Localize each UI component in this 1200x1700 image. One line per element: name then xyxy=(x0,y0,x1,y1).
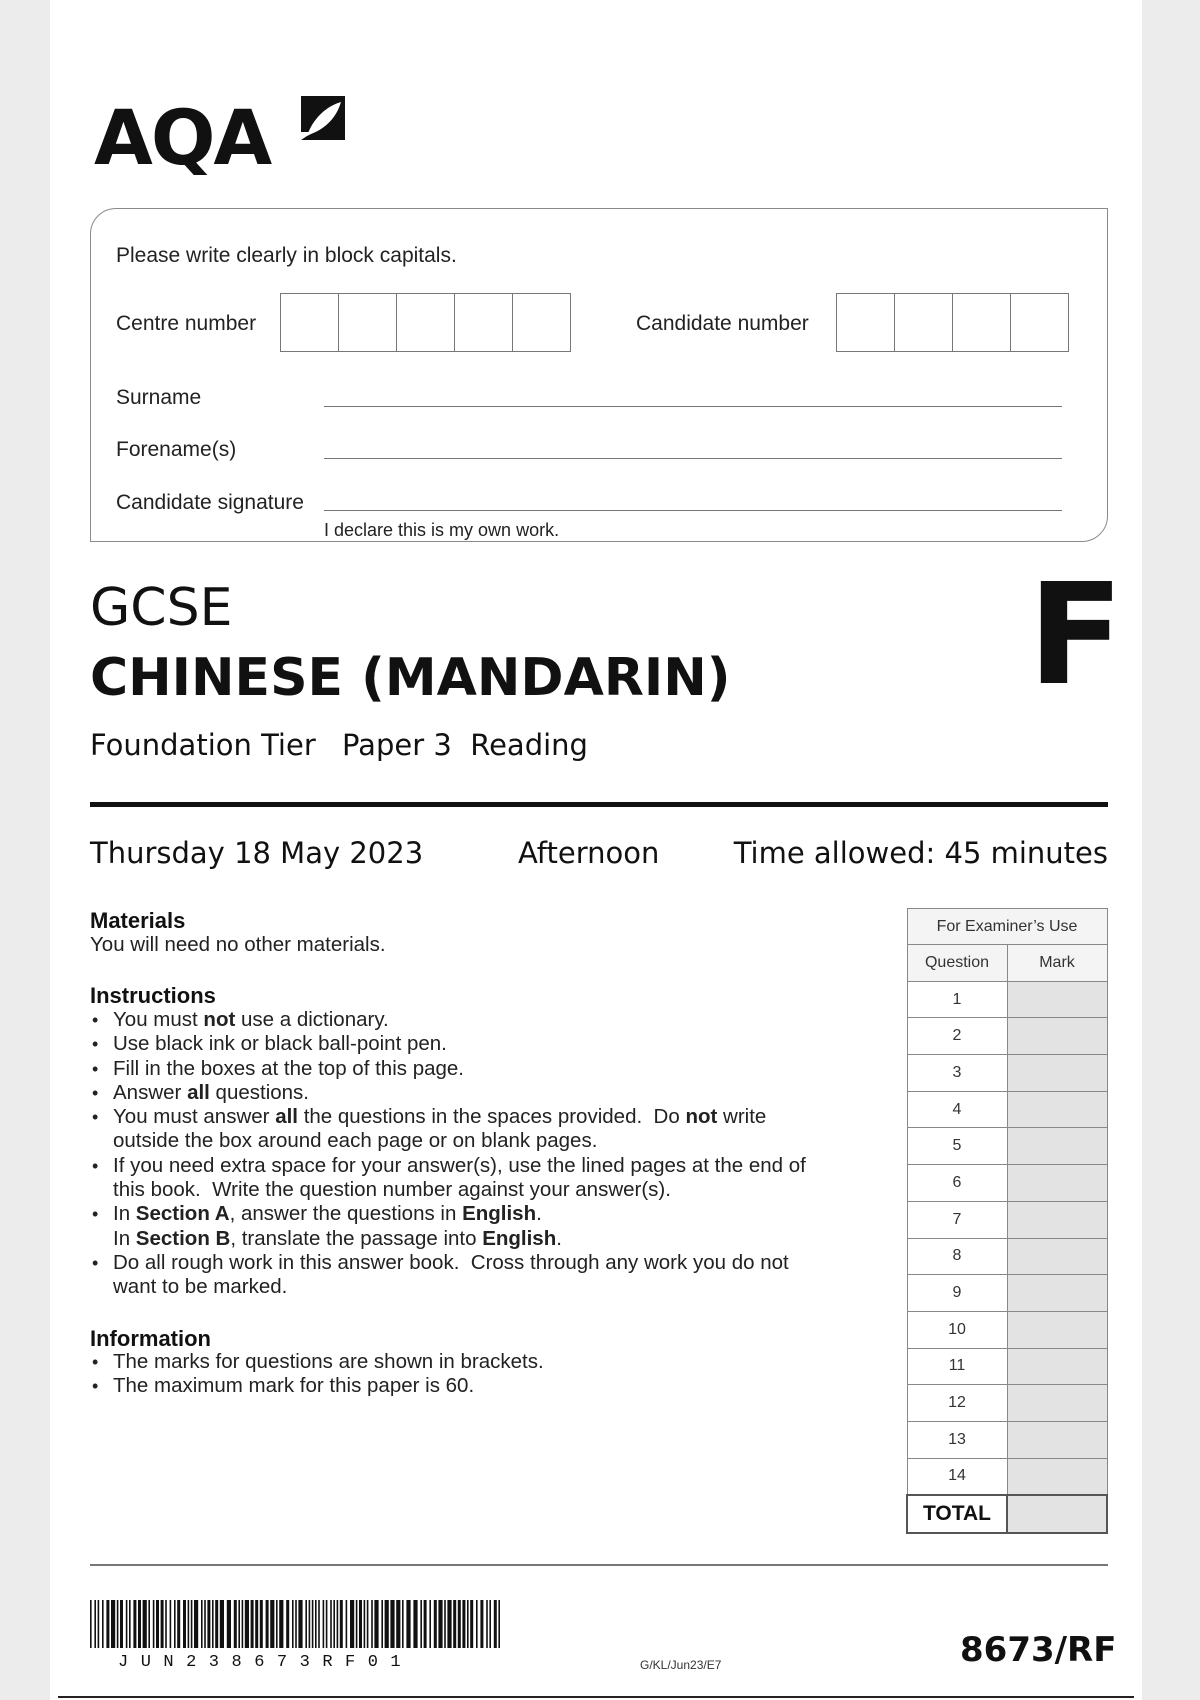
exam-session: Afternoon xyxy=(518,836,660,870)
signature-label: Candidate signature xyxy=(116,491,304,514)
question-column-header: Question xyxy=(907,945,1007,982)
candidate-number-boxes[interactable] xyxy=(836,293,1069,352)
table-row xyxy=(907,1055,1107,1092)
question-number: 9 xyxy=(907,1275,1007,1312)
instruction-item: • Do all rough work in this answer book. Cross through any work you do not want to be marked. xyxy=(90,1251,880,1300)
mark-column-header: Mark xyxy=(1007,945,1107,982)
table-row xyxy=(907,981,1107,1018)
barcode-image xyxy=(90,1600,502,1648)
mark-cell xyxy=(1007,1128,1107,1165)
total-mark-cell xyxy=(1007,1495,1107,1533)
question-number: 4 xyxy=(907,1091,1007,1128)
materials-heading: Materials xyxy=(90,908,186,933)
time-allowed: Time allowed: 45 minutes xyxy=(733,836,1108,870)
question-number: 7 xyxy=(907,1201,1007,1238)
question-number: 10 xyxy=(907,1311,1007,1348)
mark-cell xyxy=(1007,1458,1107,1495)
instruction-item: • You must not use a dictionary. xyxy=(90,1008,880,1032)
table-row xyxy=(907,1421,1107,1458)
instruction-item: • Answer all questions. xyxy=(90,1081,880,1105)
paper-code: 8673/RF xyxy=(960,1630,1117,1670)
declaration-text: I declare this is my own work. xyxy=(324,520,560,540)
instruction-item: • If you need extra space for your answer(s), use the lined pages at the end of this book. Write the question number against your answer(s). xyxy=(90,1154,880,1203)
instruction-item: • Fill in the boxes at the top of this page. xyxy=(90,1057,880,1081)
information-heading: Information xyxy=(90,1326,211,1351)
tier-label: Foundation Tier xyxy=(90,728,316,762)
table-row xyxy=(907,1385,1107,1422)
table-row xyxy=(907,1091,1107,1128)
table-row xyxy=(907,1128,1107,1165)
instructions-list xyxy=(90,1008,880,1300)
instructions-heading: Instructions xyxy=(90,983,216,1008)
mark-cell xyxy=(1007,1055,1107,1092)
question-number: 14 xyxy=(907,1458,1007,1495)
question-number: 11 xyxy=(907,1348,1007,1385)
mark-cell xyxy=(1007,1165,1107,1202)
table-row xyxy=(907,1165,1107,1202)
centre-number-boxes[interactable] xyxy=(280,293,571,352)
question-number: 2 xyxy=(907,1018,1007,1055)
mark-cell xyxy=(1007,1311,1107,1348)
question-number: 5 xyxy=(907,1128,1007,1165)
aqa-logo-text: AQA xyxy=(94,93,271,182)
information-item: • The maximum mark for this paper is 60. xyxy=(90,1374,880,1398)
question-number: 8 xyxy=(907,1238,1007,1275)
table-row xyxy=(907,1018,1107,1055)
table-row xyxy=(907,1348,1107,1385)
materials-text: You will need no other materials. xyxy=(90,933,386,956)
total-label: TOTAL xyxy=(907,1495,1007,1533)
table-row xyxy=(907,1311,1107,1348)
block-capitals-instruction: Please write clearly in block capitals. xyxy=(116,244,457,267)
tier-letter: F xyxy=(1028,554,1124,717)
question-number: 1 xyxy=(907,981,1007,1018)
candidate-number-label: Candidate number xyxy=(636,312,809,335)
table-row xyxy=(907,1275,1107,1312)
question-number: 12 xyxy=(907,1385,1007,1422)
table-row xyxy=(907,1201,1107,1238)
mark-cell xyxy=(1007,1385,1107,1422)
information-list xyxy=(90,1350,880,1399)
question-number: 6 xyxy=(907,1165,1007,1202)
mark-cell xyxy=(1007,1091,1107,1128)
forenames-label: Forename(s) xyxy=(116,438,237,461)
page-bottom-rule xyxy=(58,1696,1134,1698)
divider-thick xyxy=(90,802,1108,807)
signature-field[interactable] xyxy=(324,510,1062,511)
examiner-table-title: For Examiner’s Use xyxy=(907,909,1107,945)
paper-label: Paper 3 Reading xyxy=(342,728,588,762)
instruction-item: • You must answer all the questions in the spaces provided. Do not write outside the box around each page or on blank pages. xyxy=(90,1105,880,1154)
mark-cell xyxy=(1007,1275,1107,1312)
mark-cell xyxy=(1007,1238,1107,1275)
surname-field[interactable] xyxy=(324,406,1062,407)
exam-cover-page xyxy=(50,0,1142,1700)
barcode-number: JUN238673RF01 xyxy=(118,1653,414,1672)
instruction-item: • In Section A, answer the questions in English. In Section B, translate the passage into English. xyxy=(90,1202,880,1251)
question-number: 3 xyxy=(907,1055,1007,1092)
mark-cell xyxy=(1007,981,1107,1018)
table-row xyxy=(907,1458,1107,1495)
total-row xyxy=(907,1495,1107,1533)
examiner-use-table xyxy=(906,908,1108,1534)
subject-title: CHINESE (MANDARIN) xyxy=(90,648,731,708)
information-item: • The marks for questions are shown in brackets. xyxy=(90,1350,880,1374)
instruction-item: • Use black ink or black ball-point pen. xyxy=(90,1032,880,1056)
qualification-title: GCSE xyxy=(90,578,233,638)
table-row xyxy=(907,1238,1107,1275)
mark-cell xyxy=(1007,1421,1107,1458)
mark-cell xyxy=(1007,1018,1107,1055)
mark-cell xyxy=(1007,1348,1107,1385)
mark-cell xyxy=(1007,1201,1107,1238)
aqa-logo-icon xyxy=(297,92,349,144)
surname-label: Surname xyxy=(116,386,202,409)
centre-number-label: Centre number xyxy=(116,312,257,335)
exam-date: Thursday 18 May 2023 xyxy=(90,836,424,870)
forenames-field[interactable] xyxy=(324,458,1062,459)
document-reference: G/KL/Jun23/E7 xyxy=(640,1658,722,1672)
question-number: 13 xyxy=(907,1421,1007,1458)
footer-divider xyxy=(90,1564,1108,1566)
